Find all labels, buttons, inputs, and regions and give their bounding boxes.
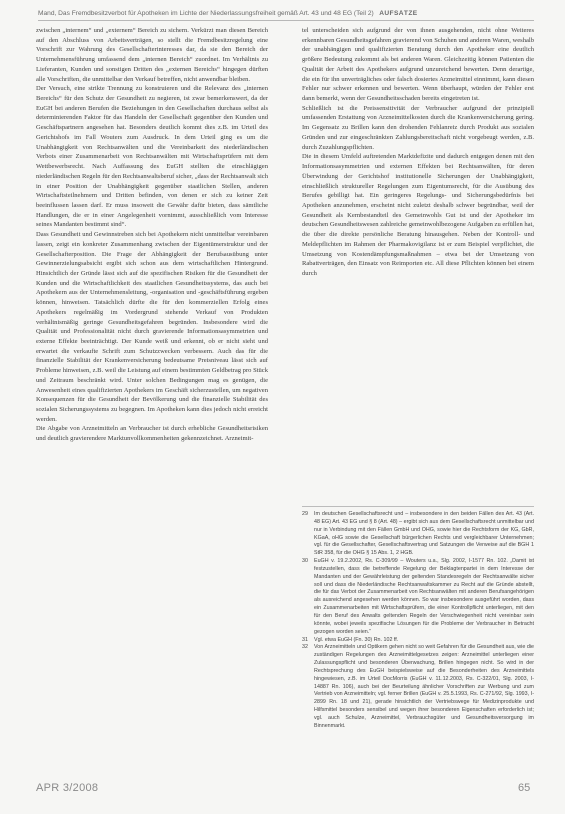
footnote-text: Vgl. etwa EuGH (Fn. 30) Rn. 102 ff. bbox=[314, 636, 399, 643]
paragraph: Dass Gesundheit und Gewinnstreben sich bei Apothekern nicht unmittelbar vereinbaren lassen, zeigt ein konkreter Zusammenhang zwischen der Eigentümerstruktur und der Gesellschafterposition. Die Frage der Abhängigkeit der Berufsausübung unter Gewinnerzielungsabsicht ergibt sich schon aus dem wirtschaftlichen Hintergrund. Hinsichtlich der Gründe lässt sich auf die spezifischen Risiken für die Gesundheit der Kunden und die Wirtschaftlichkeit des staatlichen Gesundheitssystems, das auch bei Apothekern aus der Unternehmensleitung, -organisation und -geschäftsführung ergeben können, hinweisen. Tatsächlich dürfte die für den kommerziellen Erfolg eines Apothekers regelmäßig im Vordergrund stehende Verkauf von Produkten verhältnismäßig geringe Gesundheitsgefahren begründen. Insbesondere wird die Qualität und Professionalität nicht durch gravierende Informationsasymmetrien und externe Effekte beeinträchtigt. Der Kunde weiß und erkennt, ob er nicht sieht und erwartet die verkaufte Schrift zum Schutzzwecken verbessern. Auch das für die finanzielle Stabilität der Krankenversicherung bedeutsame Preisniveau lässt sich auf Probleme hinweisen, z.B. weil die Leistung auf einem bestimmten Geldbetrag pro Stück und Zeitraum beschränkt wird. Unter solchen Bedingungen mag es genügen, die Anwesenheit eines qualifizierten Apothekers im Geschäft sicherzustellen, um negativen Konsequenzen für die Gesundheit der Bevölkerung und die finanzielle Stabilität des sozialen Sicherungssystems zu begegnen. Im Apotheken kann dies jedoch nicht erreicht werden. bbox=[36, 231, 268, 423]
footnote-number: 30 bbox=[302, 558, 308, 565]
paragraph: tel unterscheiden sich aufgrund der von ihnen ausgehenden, nicht ohne Weiteres erkennbaren Gesundheitsgefahren gravierend von Schuhen und anderen Waren, weshalb der unabhängigen und qualifizierten Beratung durch den Apotheker eine deutlich größere Bedeutung zukommt als bei anderen Waren. Gleichzeitig können Patienten die Qualität der Arbeit des Apothekers aufgrund unzureichend bewerten. Denn derartige, die ein für ihn unverträgliches oder falsch dosiertes Arzneimittel einnimmt, kann diesen Fehler nur schwer erkennen und bewerten. Wenn überhaupt, würden der Fehler erst dann bemerkt, wenn der Gesundheitsschaden bereits eingetreten ist. bbox=[302, 27, 534, 103]
paragraph: Die in diesem Umfeld auftretenden Marktdefizite und dadurch entgegen denen mit den Informationsasymmetrien und externen Effekten bei Rechtsanwälten, für deren Überwindung der Gerichtshof institutionelle Sicherungen der Unabhängigkeit, einschließlich struktureller Regelungen zum Eigentumsrecht, für die Ausübung des Berufes gebilligt hat. Ein geringeres Regelungs- und Sicherungsbedürfnis bei Apotheken anzunehmen, erscheint nicht zuletzt deshalb schwer begründbar, weil der Gesundheit als Kernbestandteil des Gemeinwohls Gut ist und der Apotheker im deutschen Gesundheitswesen zahlreiche gemeinwohlbezogene Aufgaben zu erfüllen hat, die über die direkte persönliche Beratung hinausgehen. Neben der Kontroll- und Meldepflichten im Rahmen der Pharmakovigilanz ist er zum Beispiel verpflichtet, die Umsetzung von Kostendämpfungsmaßnahmen – etwa bei der Umsetzung von Rabattverträgen, den Einsatz von Reimporten etc. All diese Pflichten können bei einem durch bbox=[302, 153, 534, 277]
paragraph: Der Versuch, eine strikte Trennung zu konstruieren und die Relevanz des „internen Bereichs“ für den Schutz der Gesundheit zu negieren, ist zwar bemerkenswert, da der EuGH bei anderen Berufen die Beziehungen in den Gesellschaften durchaus selbst als determinierenden Faktor für das Handeln der Gesellschaft gegenüber den Kunden und Geschäftspartnern angesehen hat. Besonders deutlich kommt dies z.B. im Urteil des Gerichtshofs im Fall Wouters zum Ausdruck. In dem Urteil ging es um die Unabhängigkeit von Rechtsanwälten und die Vereinbarkeit des niederländischen Verbots einer Zusammenarbeit von Rechtsanwälten mit Wirtschaftsprüfern mit dem Wettbewerbsrecht. Nach Auffassung des EuGH stellten die einschlägigen niederländischen Regeln für den Rechtsanwaltsberuf sicher, „dass der Rechtsanwalt sich in einer Position der Unabhängigkeit gegenüber staatlichen Stellen, anderen Wirtschaftsteilnehmern und Dritten befinden, von denen er sich zu keiner Zeit beeinflussen lassen darf. Er muss insoweit die Gewähr dafür bieten, dass sämtliche Handlungen, die er in einer Angelegenheit vornimmt, ausschließlich vom Interesse seines Mandanten bestimmt sind“. bbox=[36, 85, 268, 229]
page-number: 65 bbox=[518, 782, 531, 794]
footnote bbox=[302, 511, 534, 558]
footnote-text: Von Arzneimitteln und Optikern gehen nicht so weit Gefahren für die Gesundheit aus, wie die zuständigen Regelungen des Arzneimittelgesetzes zeigen: Arzneimittel unterliegen einer Zulassungspflicht und besonderen Überwachung, Brillen hingegen nicht. So wird in der Rechtsprechung des EuGH beispielsweise auf die Besonderheiten des Arzneimittels hingewiesen, z.B. im Urteil DocMorris (EuGH v. 11.12.2003, Rs. C-322/01, Slg. 2003, I-14887 Rn. 106), auch bei der Beurteilung ähnlicher Vorschriften zur Werbung und zum Vertrieb von Arzneimitteln; vgl. ferner Brillen (EuGH v. 25.5.1993, Rs. C-271/92, Slg. 1993, I-2899 Rn. 18 und 21), gerade hinsichtlich der Vertriebswege für Medizinprodukte und Hilfsmittel besonders sensibel und wegen ihrer besonderen Eigenschaften erforderlich ist; vgl. auch Schulze, Arzneimittel, Verbrauchsgüter und Gesundheitsversorgung im Binnenmarkt. bbox=[314, 644, 534, 729]
footnote-text: Im deutschen Gesellschaftsrecht und – insbesondere in den beiden Fällen des Art. 43 (Art. 48 EG) Art. 43 EG und § 8 (Art. 48) – ergibt sich aus dem Gesellschaftsrecht unmittelbar und nur in Verbindung mit den Fällen GmbH und OHG, sowie hier die Rechtsform der KG, GbR, KGaA, oHG sowie die Gesellschaft bürgerlichen Rechts und vergleichbarer Unternehmen; vgl. für die Gesellschafter, Gesellschaftsvertrag und Satzungen die Verweise auf die BGH 1 StR 358, für die OHG § 15 Abs. 1, 2 HGB. bbox=[314, 511, 534, 557]
paragraph: zwischen „internem“ und „externem“ Bereich zu sichern. Verkürzt man diesen Bereich auf den Abschluss von Arbeitsverträgen, so stellt die Fremdbesitzregelung eine Vorschrift zur Wahrung des Gesellschafterinteresses dar, da sie den Bereich der Unternehmensführung umfassend dem „internen Bereich“ zuordnet. Im Verhältnis zu Lieferanten, Kunden und sonstigen Dritten des „externen Bereichs“ hingegen dürften alle Vorschriften, die unmittelbar den Verkauf betreffen, nicht anwendbar bleiben. bbox=[36, 27, 268, 83]
paragraph: Die Abgabe von Arzneimitteln an Verbraucher ist durch erhebliche Gesundheitsrisiken und deutlich gravierendere Marktunvollkommenheiten gekennzeichnet. Arzneimit- bbox=[36, 425, 268, 443]
footnote bbox=[302, 644, 534, 730]
footnote-text: EuGH v. 19.2.2002, Rs. C-309/99 – Wouters u.a., Slg. 2002, I-1577 Rn. 102. „Damit ist festzustellen, dass die betreffende Regelung der Beklagtenpartei in dem Interesse der Mandanten und der Gewährleistung der geltenden Standesregeln der Rechtsanwälte sicher soll und dass die Niederländische Rechtsanwaltskammer zu Recht auf die Gründe abstellt, die für das Verbot der Zusammenarbeit von Rechtsanwälten mit anderen Berufsangehörigen als ausreichend angesehen werden können. So war insbesondere ausgeführt worden, dass ein Zusammenarbeiten mit Wirtschaftsprüfern, die einer Kontrollpflicht unterliegen, mit den für den Beruf des Anwalts geltenden Regeln der Verschwiegenheit nicht vereinbar sein könnte, wobei jeweils spezifische Lösungen für die Probleme der Verbraucher in Betracht gezogen worden seien.“ bbox=[314, 558, 534, 635]
journal-issue: APR 3/2008 bbox=[36, 782, 99, 794]
footnote bbox=[302, 558, 534, 636]
right-column bbox=[302, 26, 534, 279]
running-header-title: Mand, Das Fremdbesitzverbot für Apotheken im Lichte der Niederlassungsfreiheit gemäß Art. 43 und 48 EG (Teil 2) bbox=[38, 10, 374, 17]
footnote bbox=[302, 637, 534, 645]
footnotes bbox=[302, 506, 534, 731]
paragraph: Schließlich ist die Preissensitivität der Verbraucher aufgrund der prinzipiell umfassenden Erstattung von Arzneimittelkosten durch die Krankenversicherung gering. Im Gegensatz zu Brillen kann den drohenden Fehlanreiz durch Produkt aus sozialen Gründen und zur eingeschränkten Zahlungsbereitschaft nicht vorgebeugt werden, z.B. durch Zuzahlungspflichten. bbox=[302, 104, 534, 151]
section-label: AUFSÄTZE bbox=[379, 10, 418, 17]
footnote-number: 31 bbox=[302, 636, 308, 643]
footnote-number: 29 bbox=[302, 511, 308, 517]
footnote-number: 32 bbox=[302, 644, 308, 651]
left-column bbox=[36, 26, 268, 444]
running-header bbox=[38, 10, 538, 17]
header-rule bbox=[38, 20, 534, 21]
